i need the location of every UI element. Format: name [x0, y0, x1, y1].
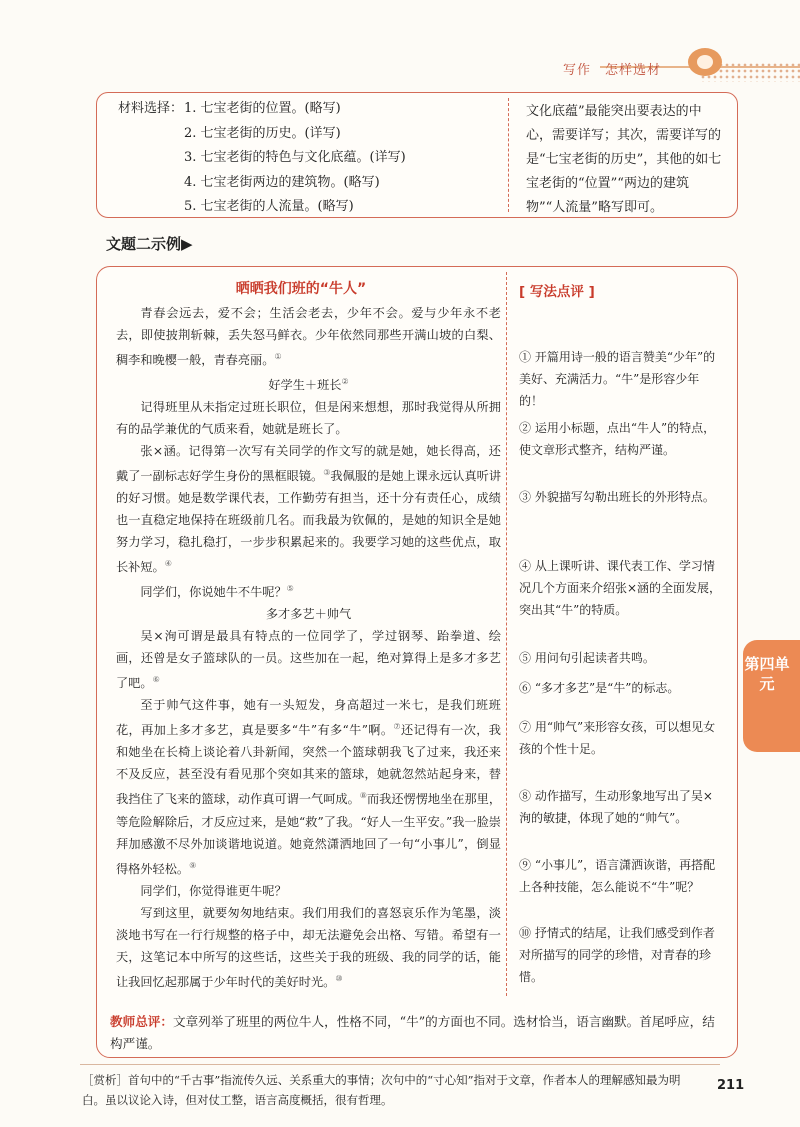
article-body	[116, 302, 501, 993]
material-list	[184, 97, 406, 220]
essay-divider	[506, 272, 507, 996]
teacher-summary	[110, 1011, 726, 1055]
article-subheading: 多才多艺＋帅气	[265, 607, 352, 622]
teacher-summary-label: 教师总评：	[110, 1014, 173, 1029]
article-subheading: 好学生＋班长②	[268, 377, 349, 393]
article-paragraph: 同学们，你觉得谁更牛呢？	[140, 883, 287, 898]
comment-marker: ⑥	[152, 675, 160, 685]
article-paragraph: 青春会远去，爱不会；生活会老去，少年不会。爱与少年永不老去，即使披荆斩棘，丢失怒马鲜衣。少年依然同那些开满山坡的白梨、稠李和晚樱一般，青春亮丽。①	[116, 306, 501, 368]
material-item: 1. 七宝老街的位置。(略写)	[184, 101, 341, 116]
material-item: 4. 七宝老街两边的建筑物。(略写)	[184, 174, 380, 190]
material-note: 文化底蕴”最能突出要表达的中心，需要详写；其次，需要详写的是“七宝老街的历史”，其他的如七宝老街的“位置”“两边的建筑物”“人流量”略写即可。	[526, 104, 722, 215]
header-title: 写作 怎样选材	[563, 63, 662, 78]
material-item: 5. 七宝老街的人流量。(略写)	[184, 199, 354, 214]
section-title: 文题二示例▶	[106, 235, 193, 253]
commentary-item: ① 开篇用诗一般的语言赞美“少年”的美好、充满活力。“牛”是形容少年的！	[519, 350, 716, 408]
article-paragraph: 至于帅气这件事，她有一头短发，身高超过一米七，是我们班班花，再加上多才多艺，真是要多“牛”有多“牛”啊。⑦还记得有一次，我和她坐在长椅上谈论着八卦新闻，突然一个篮球朝我飞了过来，我还来不及反应，甚至没有看见那个突如其来的篮球，她就忽然站起身来，替我挡住了飞来的篮球，动作真可谓一气呵成。⑧而我还愣愣地坐在那里，等危险解除后，才反应过来，是她“救”了我。“好人一生平安。”我一脸崇拜加感激不尽外加谈谐地说道。她竟然潇洒地回了一句“小事儿”，倒显得格外轻松。⑨	[116, 698, 502, 876]
commentary-item: ④ 从上课听讲、课代表工作、学习情况几个方面来介绍张×涵的全面发展，突出其“牛”的特质。	[519, 559, 722, 617]
commentary-item: ② 运用小标题，点出“牛人”的特点，使文章形式整齐，结构严谨。	[519, 421, 716, 457]
material-item: 3. 七宝老街的特色与文化底蕴。(详写)	[184, 150, 406, 165]
commentary-item: ③ 外貌描写勾勒出班长的外形特点。	[519, 490, 715, 504]
commentary-item: ⑨ “小事儿”，语言潇洒诙谐，再搭配上各种技能，怎么能说不“牛”呢？	[519, 858, 716, 894]
comment-marker: ②	[341, 377, 349, 387]
comment-marker: ④	[164, 559, 172, 569]
comment-marker: ⑨	[189, 860, 197, 870]
comment-marker: ⑧	[359, 791, 367, 801]
comment-marker: ①	[274, 352, 282, 361]
commentary-item: ⑤ 用问句引起读者共鸣。	[519, 651, 655, 665]
header-ornament-inner	[697, 55, 713, 69]
unit-tab-label: 第四单元	[744, 655, 790, 693]
comment-marker: ⑩	[335, 973, 343, 983]
commentary-heading: [ 写法点评 ]	[519, 284, 595, 300]
material-item: 2. 七宝老街的历史。(详写)	[184, 125, 341, 141]
commentary-item: ⑧ 动作描写，生动形象地写出了吴×洵的敏捷，体现了她的“帅气”。	[519, 789, 713, 825]
material-label: 材料选择：	[118, 101, 184, 116]
material-divider	[508, 98, 509, 212]
commentary-item: ⑩ 抒情式的结尾，让我们感受到作者对所描写的同学的珍惜，对青春的珍惜。	[519, 926, 715, 984]
article-paragraph: 张×涵。记得第一次写有关同学的作文写的就是她，她长得高，还戴了一副标志好学生身份的黑框眼镜。③我佩服的是她上课永远认真听讲的好习惯。她是数学课代表，工作勤劳有担当，还十分有责任心，成绩也一直稳定地保持在班级前几名。而我最为钦佩的，是她的知识全是她努力学习，稳扎稳打，一步步积累起来的。我要学习她的这些优点，取长补短。④	[116, 444, 502, 575]
teacher-summary-text: 文章列举了班里的两位牛人，性格不同，“牛”的方面也不同。选材恰当，语言幽默。首尾呼应，结构严谨。	[110, 1014, 715, 1051]
article-paragraph: 同学们，你说她牛不牛呢？⑤	[140, 584, 294, 600]
article-paragraph: 记得班里从未指定过班长职位，但是闲来想想，那时我觉得从所拥有的品学兼优的气质来看，她就是班长了。	[116, 400, 501, 437]
footnote: ［赏析］首句中的“千古事”指流传久远、关系重大的事情；次句中的“寸心知”指对于文章，作者本人的理解感知最为明白。虽以议论入诗，但对仗工整，语言高度概括，很有哲理。	[82, 1073, 681, 1107]
article-title: 晒晒我们班的“牛人”	[235, 281, 367, 297]
article-paragraph: 写到这里，就要匆匆地结束。我们用我们的喜怒哀乐作为笔墨，淡淡地书写在一行行规整的格子中，却无法避免会出格、写错。希望有一天，这笔记本中所写的这些话，这些关于我的班级、我的同学的话，能让我回忆起那属于少年时代的美好时光。⑩	[116, 905, 501, 989]
commentary-item: ⑦ 用“帅气”来形容女孩，可以想见女孩的个性十足。	[519, 720, 716, 756]
footer-separator	[80, 1064, 720, 1065]
page-number: 211	[717, 1078, 745, 1093]
comment-marker: ⑤	[286, 584, 294, 594]
commentary-item: ⑥ “多才多艺”是“牛”的标志。	[519, 681, 680, 695]
comment-marker: ③	[323, 468, 331, 478]
comment-marker: ⑦	[393, 722, 401, 732]
article-paragraph: 吴×洵可谓是最具有特点的一位同学了，学过钢琴、跆拳道、绘画，还曾是女子篮球队的一员。这些加在一起，绝对算得上是多才多艺了吧。⑥	[116, 629, 501, 691]
